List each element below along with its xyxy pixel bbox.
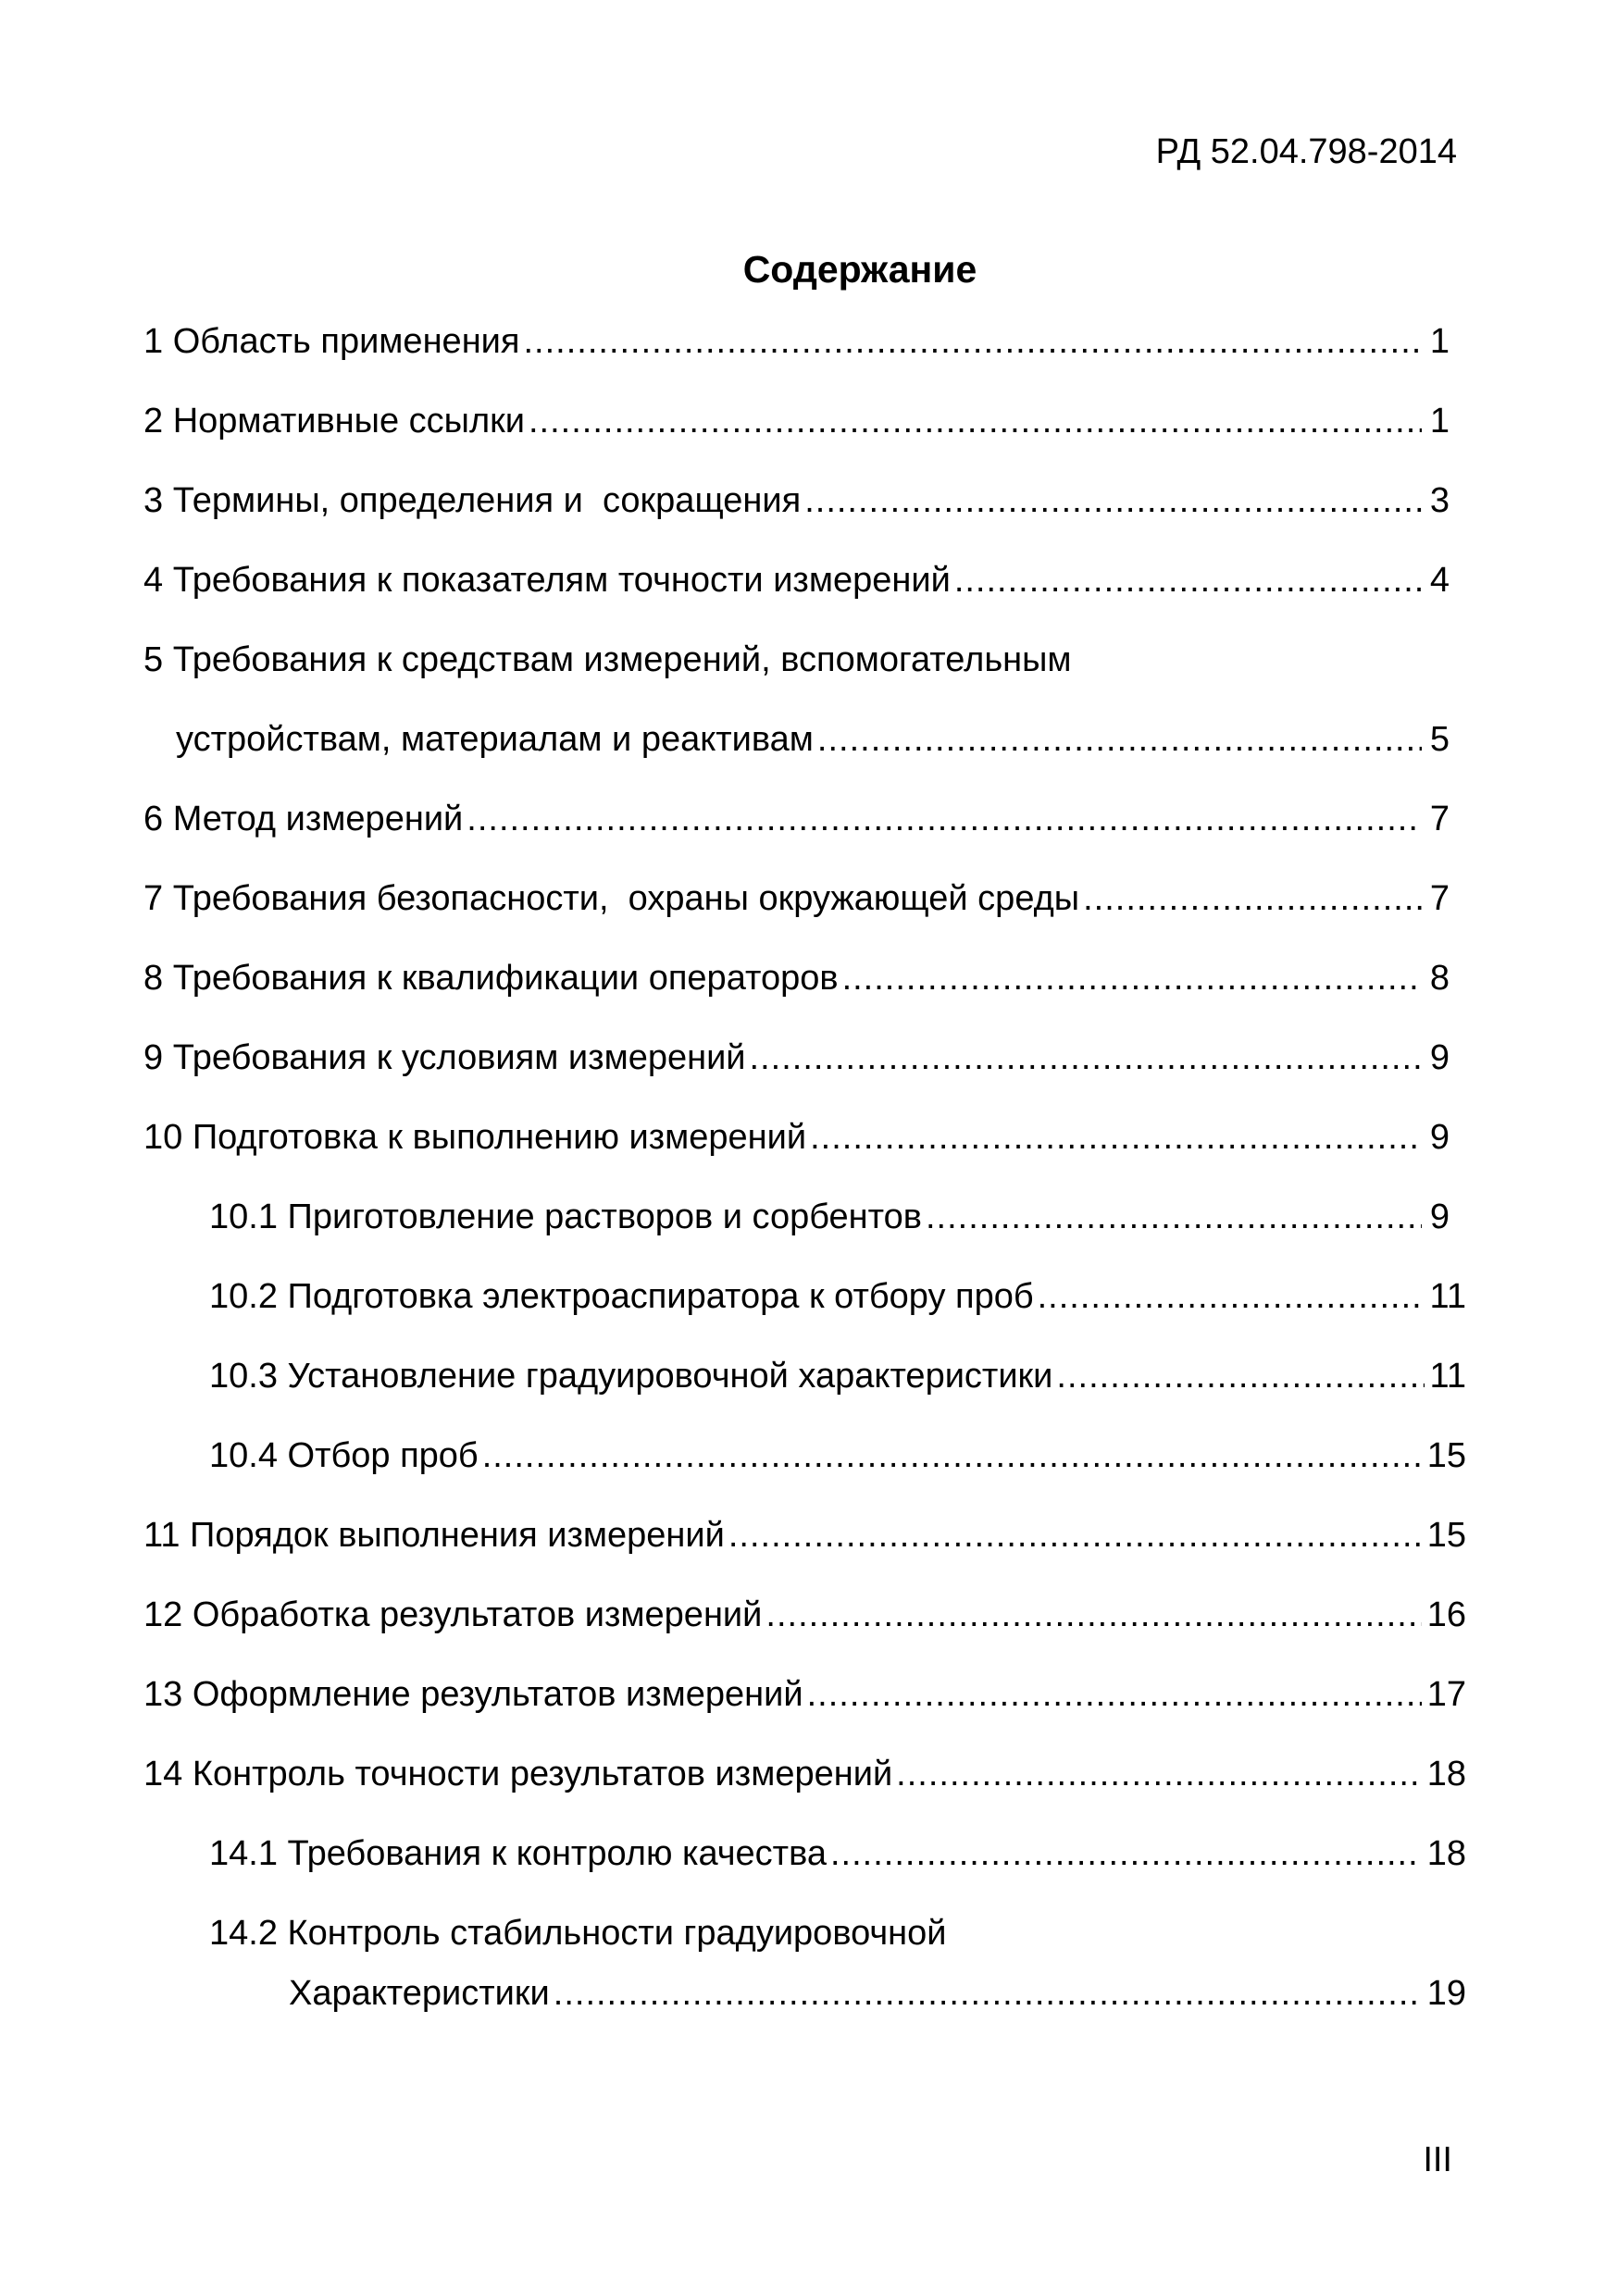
toc-entry-label-line1: 14.2 Контроль стабильности градуировочной [209,1914,947,1953]
toc-entry-page: 17 [1426,1675,1466,1714]
toc-entry-label: 6 Метод измерений [143,800,464,838]
toc-entry-label: 10.1 Приготовление растворов и сорбентов [209,1198,922,1236]
toc-entry-label: 10.3 Установление градуировочной характеристики [209,1357,1053,1396]
dot-leader [765,1593,1421,1637]
dot-leader [954,558,1422,602]
dot-leader [529,399,1422,443]
toc-entry[interactable] [143,1036,1450,1080]
toc-entry-page: 8 [1429,959,1450,998]
page-number: III [1423,2141,1452,2179]
toc-entry-label: 11 Порядок выполнения измерений [143,1516,725,1555]
toc-entry-label: 4 Требования к показателям точности измерений [143,561,951,600]
toc-entry-label: 7 Требования безопасности, охраны окружающей среды [143,879,1080,918]
toc-entry-page: 11 [1429,1357,1466,1396]
toc-entry-label: устройствам, материалам и реактивам [176,720,814,759]
dot-leader [1038,1274,1425,1319]
toc-entry[interactable] [143,319,1450,364]
dot-leader [926,1195,1422,1239]
toc-entry-page: 16 [1426,1595,1466,1634]
toc-entry-page: 18 [1426,1755,1466,1793]
dot-leader [554,1971,1422,2016]
toc-entry-label: 9 Требования к условиям измерений [143,1038,746,1077]
toc-entry[interactable] [143,478,1450,523]
toc-subentry[interactable] [209,1195,1450,1239]
toc-entry[interactable] [143,797,1450,841]
toc-entry-label: 14.1 Требования к контролю качества [209,1834,827,1873]
toc-entry[interactable] [143,1672,1466,1717]
toc-entry[interactable] [143,1593,1466,1637]
dot-leader [810,1115,1422,1160]
toc-entry-label: Характеристики [289,1974,550,2013]
dot-leader [896,1752,1422,1796]
toc-entry[interactable] [143,1752,1466,1796]
toc-subentry[interactable] [289,1971,1466,2016]
toc-entry[interactable] [143,558,1450,602]
toc-entry-page: 15 [1426,1436,1466,1475]
toc-entry-page: 15 [1426,1516,1466,1555]
toc-entry-page: 7 [1429,800,1450,838]
toc-entry-label: 10.2 Подготовка электроаспиратора к отбору проб [209,1277,1034,1316]
toc-entry-label: 3 Термины, определения и сокращения [143,481,802,520]
toc-subentry[interactable] [209,1354,1466,1398]
dot-leader [482,1433,1422,1478]
toc-entry-label-line1: 5 Требования к средствам измерений, вспомогательным [143,640,1072,679]
toc-entry-label: 13 Оформление результатов измерений [143,1675,803,1714]
toc-subentry[interactable] [209,1831,1466,1876]
dot-leader [1083,876,1422,921]
toc-subentry[interactable] [209,1433,1466,1478]
toc-entry[interactable] [143,1115,1450,1160]
toc-entry[interactable] [143,956,1450,1000]
toc-entry-label: 2 Нормативные ссылки [143,402,525,441]
dot-leader [807,1672,1422,1717]
toc-entry-page: 19 [1426,1974,1466,2013]
document-code: РД 52.04.798-2014 [1155,132,1457,171]
dot-leader [817,717,1422,762]
toc-entry-page: 9 [1429,1038,1450,1077]
toc-entry-page: 3 [1429,481,1450,520]
toc-entry-label: 12 Обработка результатов измерений [143,1595,763,1634]
toc-entry-label: 14 Контроль точности результатов измерений [143,1755,893,1793]
dot-leader [804,478,1422,523]
toc-entry[interactable] [176,717,1450,762]
toc-entry-page: 1 [1429,402,1450,441]
toc-entry-page: 7 [1429,879,1450,918]
toc-entry[interactable] [143,1513,1466,1558]
toc-entry-page: 5 [1429,720,1450,759]
toc-entry-page: 1 [1429,322,1450,361]
dot-leader [523,319,1422,364]
toc-entry-page: 18 [1426,1834,1466,1873]
toc-entry[interactable] [143,399,1450,443]
toc-entry-page: 11 [1429,1277,1466,1316]
toc-entry-page: 9 [1429,1198,1450,1236]
dot-leader [842,956,1422,1000]
toc-title: Содержание [742,248,977,291]
dot-leader [1056,1354,1424,1398]
toc-entry-label: 8 Требования к квалификации операторов [143,959,839,998]
toc-entry-label: 10.4 Отбор проб [209,1436,479,1475]
toc-subentry[interactable] [209,1274,1466,1319]
dot-leader [750,1036,1422,1080]
toc-entry-page: 4 [1429,561,1450,600]
dot-leader [467,797,1422,841]
dot-leader [728,1513,1422,1558]
toc-entry[interactable] [143,876,1450,921]
dot-leader [830,1831,1422,1876]
toc-entry-page: 9 [1429,1118,1450,1157]
toc-entry-label: 1 Область применения [143,322,520,361]
toc-entry-label: 10 Подготовка к выполнению измерений [143,1118,807,1157]
